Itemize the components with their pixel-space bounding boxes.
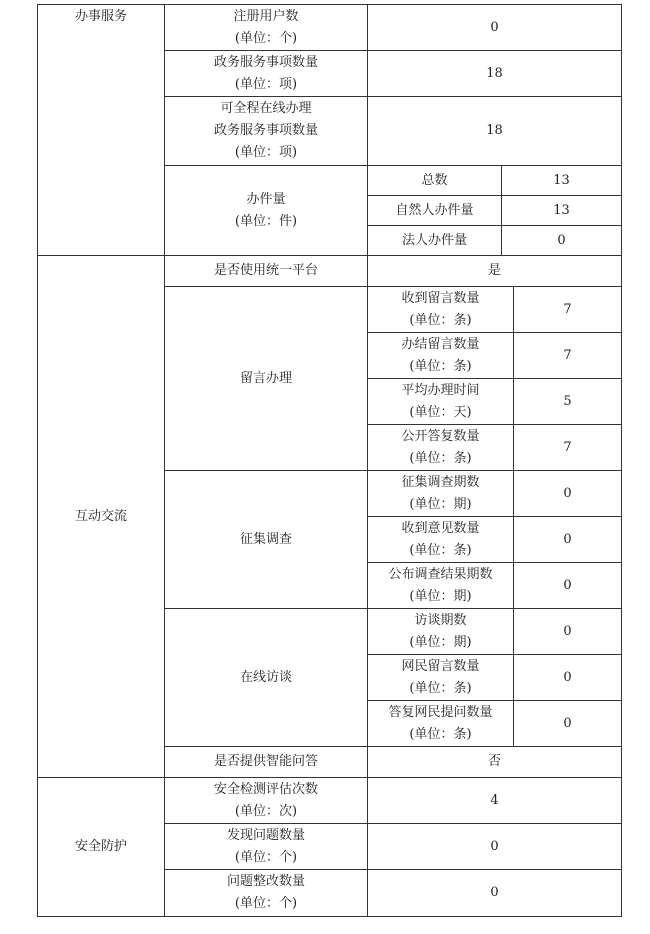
label-survey: 征集调查 xyxy=(165,471,368,609)
label-public-replies: 公开答复数量 (单位：条) xyxy=(368,425,514,471)
value-survey-periods: 0 xyxy=(514,471,622,517)
label-unified-platform: 是否使用统一平台 xyxy=(165,256,368,287)
label-cases: 办件量 (单位：件) xyxy=(165,166,368,256)
value-cases-total: 13 xyxy=(502,166,622,196)
value-survey-results: 0 xyxy=(514,563,622,609)
value-online-items: 18 xyxy=(368,97,622,166)
label-issues-fixed: 问题整改数量 (单位：个) xyxy=(165,870,368,917)
statistics-table xyxy=(37,4,622,917)
value-registered-users: 0 xyxy=(368,5,622,51)
label-avg-time: 平均办理时间 (单位：天) xyxy=(368,379,514,425)
value-netizen-msgs: 0 xyxy=(514,655,622,701)
label-survey-results: 公布调查结果期数 (单位：期) xyxy=(368,563,514,609)
value-messages-received: 7 xyxy=(514,287,622,333)
section-service: 办事服务 xyxy=(38,5,165,256)
value-issues-found: 0 xyxy=(368,824,622,870)
label-issues-found: 发现问题数量 (单位：个) xyxy=(165,824,368,870)
label-cases-natural: 自然人办件量 xyxy=(368,196,502,226)
value-unified-platform: 是 xyxy=(368,256,622,287)
label-interview-periods: 访谈期数 (单位：期) xyxy=(368,609,514,655)
label-messages-received: 收到留言数量 (单位：条) xyxy=(368,287,514,333)
label-survey-opinions: 收到意见数量 (单位：条) xyxy=(368,517,514,563)
label-interview-answers: 答复网民提问数量 (单位：条) xyxy=(368,701,514,747)
label-messages-handled: 办结留言数量 (单位：条) xyxy=(368,333,514,379)
value-avg-time: 5 xyxy=(514,379,622,425)
value-issues-fixed: 0 xyxy=(368,870,622,917)
value-cases-natural: 13 xyxy=(502,196,622,226)
label-service-items: 政务服务事项数量 (单位：项) xyxy=(165,51,368,97)
section-interaction: 互动交流 xyxy=(38,256,165,778)
value-interview-answers: 0 xyxy=(514,701,622,747)
label-survey-periods: 征集调查期数 (单位：期) xyxy=(368,471,514,517)
label-cases-legal: 法人办件量 xyxy=(368,226,502,256)
value-public-replies: 7 xyxy=(514,425,622,471)
value-survey-opinions: 0 xyxy=(514,517,622,563)
label-registered-users: 注册用户数 (单位：个) xyxy=(165,5,368,51)
value-interview-periods: 0 xyxy=(514,609,622,655)
label-interview: 在线访谈 xyxy=(165,609,368,747)
label-assessments: 安全检测评估次数 (单位：次) xyxy=(165,778,368,824)
value-smart-qa: 否 xyxy=(368,747,622,778)
label-online-items: 可全程在线办理 政务服务事项数量 (单位：项) xyxy=(165,97,368,166)
label-cases-total: 总数 xyxy=(368,166,502,196)
value-service-items: 18 xyxy=(368,51,622,97)
value-messages-handled: 7 xyxy=(514,333,622,379)
section-security: 安全防护 xyxy=(38,778,165,917)
label-netizen-msgs: 网民留言数量 (单位：条) xyxy=(368,655,514,701)
label-messages: 留言办理 xyxy=(165,287,368,471)
label-smart-qa: 是否提供智能问答 xyxy=(165,747,368,778)
value-cases-legal: 0 xyxy=(502,226,622,256)
value-assessments: 4 xyxy=(368,778,622,824)
